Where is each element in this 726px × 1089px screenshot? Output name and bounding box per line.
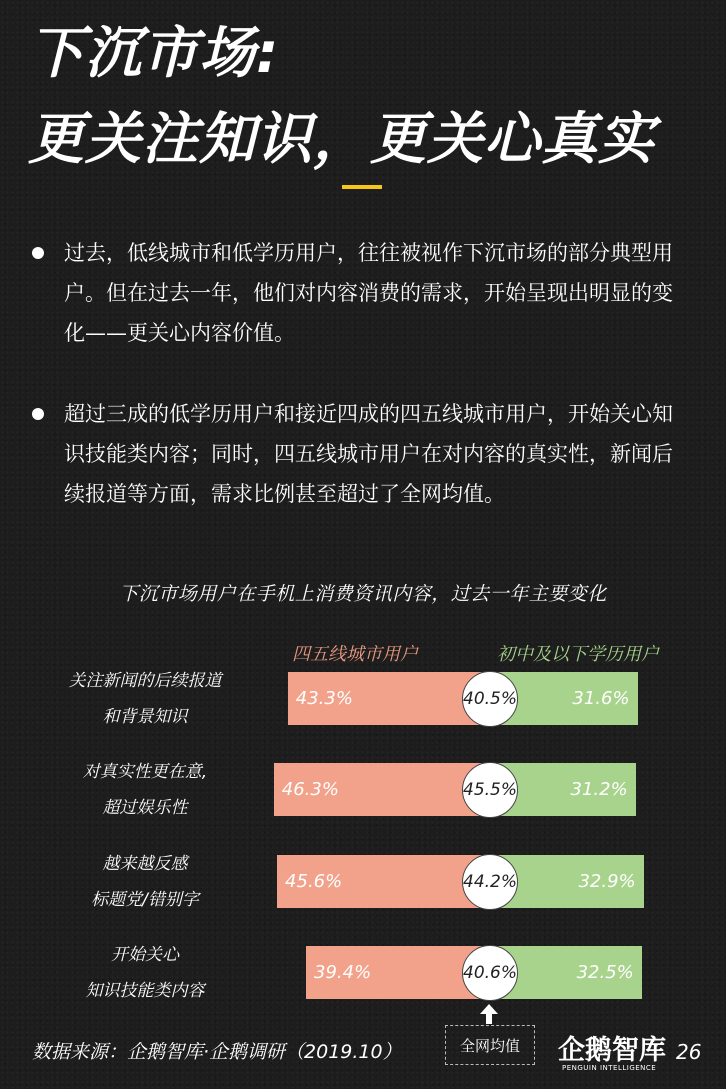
bar-value-label: 32.9% xyxy=(578,871,636,892)
arrow-up-icon xyxy=(480,1004,498,1024)
legend-left-series: 四五线城市用户 xyxy=(292,644,418,665)
category-label-line: 对真实性更在意, xyxy=(82,762,208,782)
average-value-circle: 40.6% xyxy=(462,945,518,1001)
category-label-line: 和背景知识 xyxy=(102,707,188,727)
category-label-line: 关注新闻的后续报道 xyxy=(68,671,222,691)
bullet-text: 超过三成的低学历用户和接近四成的四五线城市用户，开始关心知识技能类内容；同时，四五线城市用户在对内容的真实性，新闻后续报道等方面，需求比例甚至超过了全网均值。 xyxy=(64,402,673,506)
bar-value-label: 45.6% xyxy=(285,871,343,892)
category-label xyxy=(40,754,250,826)
average-value-circle: 40.5% xyxy=(462,671,518,727)
page-number: 26 xyxy=(676,1040,702,1064)
bar-value-label: 39.4% xyxy=(314,962,372,983)
average-value-circle: 44.2% xyxy=(462,854,518,910)
logo-subtext: PENGUIN INTELLIGENCE xyxy=(562,1064,657,1072)
bar-left-series xyxy=(277,855,490,908)
bullet-dot-icon xyxy=(32,247,44,259)
bar-value-label: 32.5% xyxy=(576,962,634,983)
source-note: 数据来源：企鹅智库·企鹅调研（2019.10） xyxy=(32,1041,402,1063)
bullet-dot-icon xyxy=(32,408,44,420)
category-label-line: 标题党/错别字 xyxy=(91,890,199,910)
average-marker-label: 全网均值 xyxy=(445,1025,535,1065)
category-label xyxy=(40,846,250,918)
page-title-line-2: 更关注知识，更关心真实 xyxy=(28,107,655,172)
penguin-intelligence-logo xyxy=(556,1028,666,1078)
bar-value-label: 31.2% xyxy=(570,779,628,800)
average-value-circle: 45.5% xyxy=(462,762,518,818)
logo-text: 企鹅智库 xyxy=(558,1035,666,1066)
chart-title: 下沉市场用户在手机上消费资讯内容，过去一年主要变化 xyxy=(119,583,607,605)
category-label-line: 越来越反感 xyxy=(102,854,188,874)
legend-right-series: 初中及以下学历用户 xyxy=(497,644,659,665)
category-label xyxy=(40,663,250,735)
bar-left-series xyxy=(288,672,490,725)
page-title-line-1: 下沉市场: xyxy=(28,21,280,86)
category-label-line: 知识技能类内容 xyxy=(85,981,205,1001)
bullet-item xyxy=(32,394,692,564)
bar-value-label: 43.3% xyxy=(295,688,353,709)
category-label-line: 开始关心 xyxy=(111,945,179,965)
title-accent-underline xyxy=(342,185,382,189)
category-label xyxy=(40,937,250,1009)
bar-value-label: 31.6% xyxy=(572,688,630,709)
bar-left-series xyxy=(274,763,490,816)
bullet-item xyxy=(32,233,692,363)
bar-value-label: 46.3% xyxy=(281,779,339,800)
category-label-line: 超过娱乐性 xyxy=(102,798,188,818)
bullet-text: 过去，低线城市和低学历用户，往往被视作下沉市场的部分典型用户。但在过去一年，他们对内容消费的需求，开始呈现出明显的变化——更关心内容价值。 xyxy=(64,241,673,345)
